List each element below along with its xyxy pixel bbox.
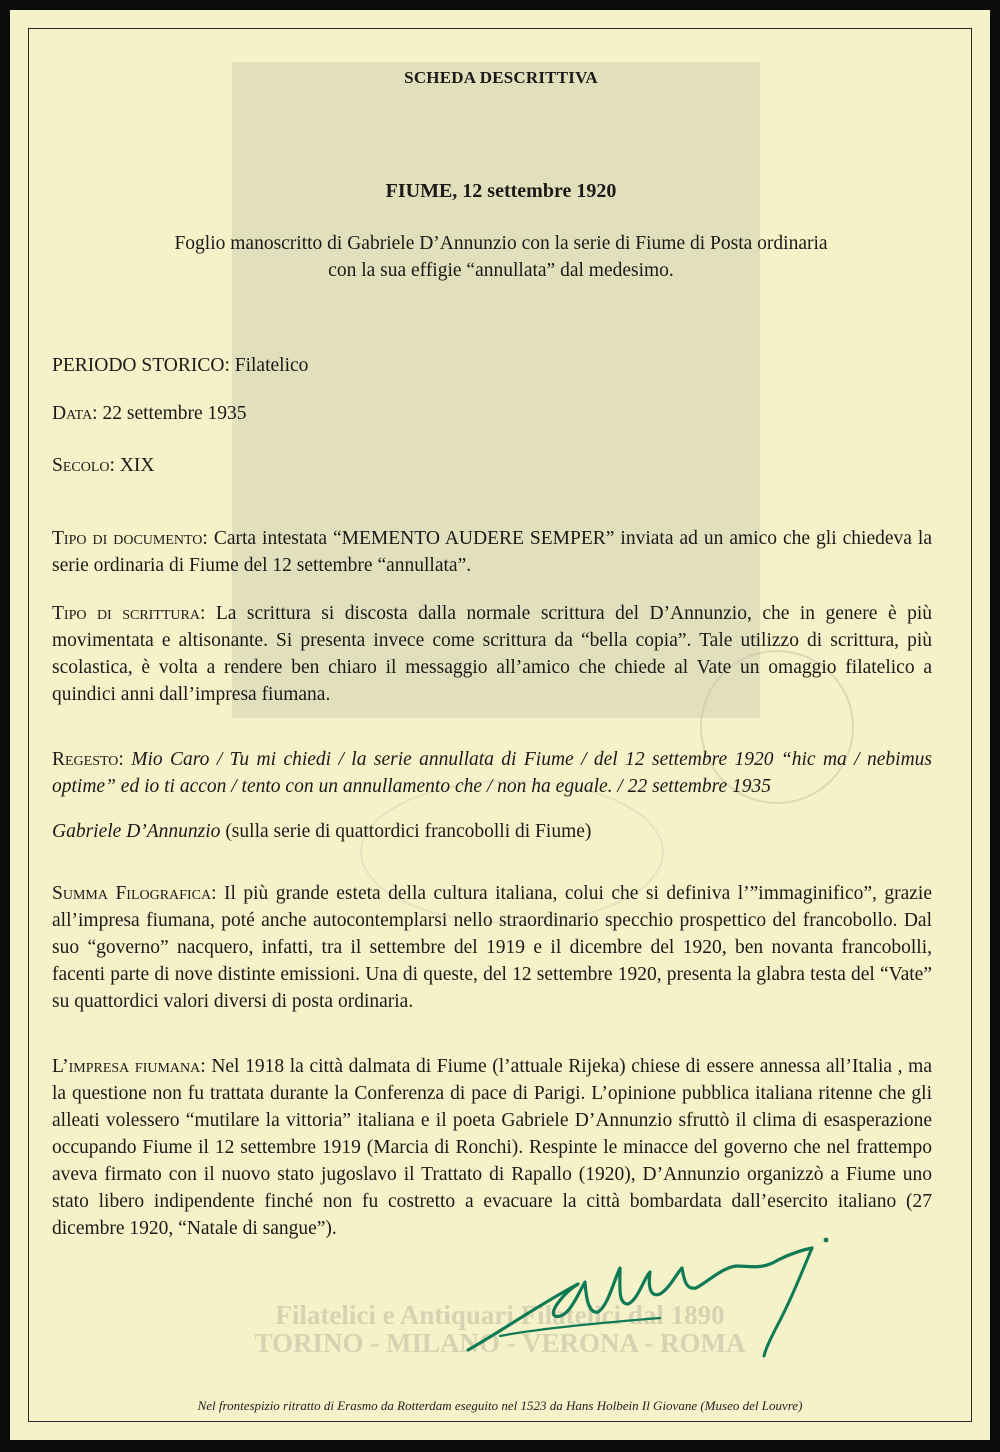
regesto-value: Mio Caro / Tu mi chiedi / la serie annullata di Fiume / del 12 settembre 1920 “hic ma / nebimus optime” ed io ti accon / tento con un annullamento che / non ha eguale. / 22 settembre 1935 — [52, 749, 932, 797]
field-firma — [52, 818, 932, 845]
regesto-label: Regesto: — [52, 749, 124, 770]
tipo-scrittura-value: La scrittura si discosta dalla normale scrittura del D’Annunzio, che in genere è più movimentata e altisonante. Si presenta invece come scrittura da “bella copia”. Tale utilizzo di scrittura, più scolastica, è volta a rendere ben chiaro il messaggio all’amico che chiede al Vate un omaggio filatelico a quindici anni dall’impresa fiumana. — [52, 603, 932, 705]
field-secolo — [52, 452, 932, 479]
periodo-value: Filatelico — [229, 355, 309, 376]
data-label: Data: — [52, 403, 98, 424]
signature — [460, 1232, 840, 1362]
field-impresa — [52, 1053, 932, 1242]
field-periodo — [52, 352, 932, 379]
periodo-label: PERIODO STORICO: — [52, 355, 230, 376]
field-regesto — [52, 746, 932, 800]
field-summa — [52, 880, 932, 1015]
tipo-documento-label: Tipo di documento: — [52, 528, 208, 549]
summa-label: Summa Filografica: — [52, 883, 217, 904]
field-tipo-documento — [52, 525, 932, 579]
watermark-line-2: TORINO - MILANO - VERONA - ROMA — [254, 1328, 746, 1358]
frontispiece-caption: Nel frontespizio ritratto di Erasmo da Rotterdam eseguito nel 1523 da Hans Holbein Il Giovane (Museo del Louvre) — [197, 1398, 803, 1413]
firma-note: (sulla serie di quattordici francobolli di Fiume) — [220, 821, 592, 842]
data-value: 22 settembre 1935 — [97, 403, 247, 424]
summa-value: Il più grande esteta della cultura italiana, colui che si definiva l’”immaginifico”, grazie all’impresa fiumana, poté anche autocontemplarsi nello straordinario specchio prospettico del francobollo. Dal suo “governo” nacquero, infatti, tra il settembre del 1919 e il dicembre del 1920, ben novanta francobolli, facenti parte di nove distinte emissioni. Una di queste, del 12 settembre 1920, presenta la glabra testa del “Vate” su quattordici valori diversi di posta ordinaria. — [52, 883, 932, 1012]
impresa-value: Nel 1918 la città dalmata di Fiume (l’attuale Rijeka) chiese di essere annessa all’Italia , ma la questione non fu trattata durante la Conferenza di pace di Parigi. L’opinione pubblica italiana ritenne che gli alleati volessero “mutilare la vittoria” italiana e il poeta Gabriele D’Annunzio sfruttò il clima di esasperazione occupando Fiume il 12 settembre 1919 (Marcia di Ronchi). Respinte le minacce del governo che nel frattempo aveva firmato con il nuovo stato jugoslavo il Trattato di Rapallo (1920), D’Annunzio organizzò a Fiume uno stato libero indipendente finché non fu costretto a evacuare la città bombardata dall’esercito italiano (27 dicembre 1920, “Natale di sangue”). — [52, 1056, 932, 1239]
field-tipo-scrittura — [52, 600, 932, 708]
field-data — [52, 400, 932, 427]
impresa-label: L’impresa fiumana: — [52, 1056, 206, 1077]
page-title: SCHEDA DESCRITTIVA — [404, 68, 598, 87]
secolo-label: Secolo: — [52, 455, 115, 476]
description-line-1: Foglio manoscritto di Gabriele D’Annunzio con la serie di Fiume di Posta ordinaria — [174, 233, 828, 254]
description-line-2: con la sua effigie “annullata” dal medesimo. — [328, 260, 674, 281]
watermark-line-1: Filatelici e Antiquari Filatelici dal 1890 — [275, 1300, 725, 1330]
tipo-scrittura-label: Tipo di scrittura: — [52, 603, 206, 624]
firma-name: Gabriele D’Annunzio — [52, 821, 221, 842]
secolo-value: XIX — [114, 455, 155, 476]
tipo-documento-value: Carta intestata “MEMENTO AUDERE SEMPER” inviata ad un amico che gli chiedeva la serie ordinaria di Fiume del 12 settembre “annullata”. — [52, 528, 932, 576]
document-description — [52, 230, 950, 284]
page-subtitle: FIUME, 12 settembre 1920 — [385, 180, 617, 202]
